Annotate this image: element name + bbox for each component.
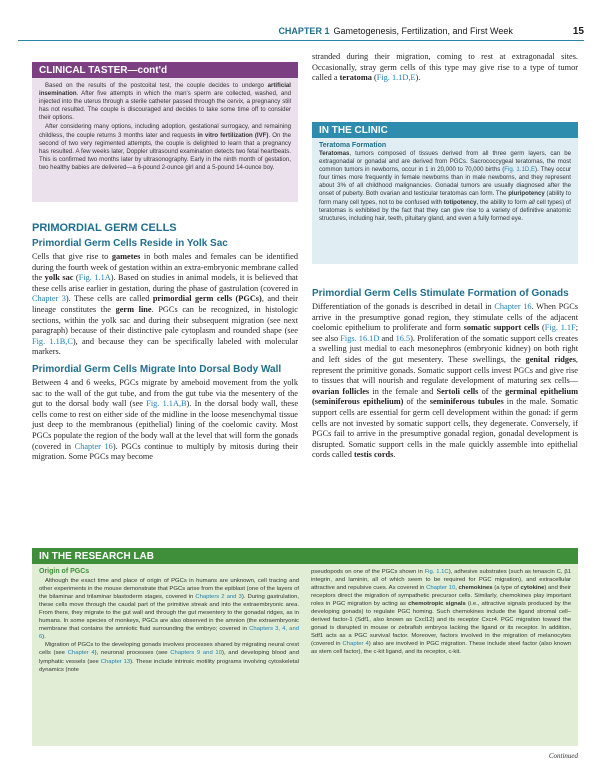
- taster-paragraph-2: After considering many options, including adoption, gestational surrogacy, and remaining childless, the couple returns 3 months later and requests in vitro fertilization (IVF). On the second of two very regimented attempts, the couple is delighted to learn that a pregnancy has resulted. A few weeks later, Doppler ultrasound examination detects two fetal heartbeats. This is confirmed two months later by ultrasonography. Early in the ninth month of gestation, two healthy babies are delivered—a 6-pound 2-ounce girl and a 5-pound 14-ounce boy.: [39, 123, 291, 171]
- subheading-gonads: Primordial Germ Cells Stimulate Formation of Gonads: [312, 288, 569, 299]
- chapter-link[interactable]: Chapter 4: [67, 650, 95, 657]
- chapter-link[interactable]: Chapters 2 and 3: [195, 594, 242, 601]
- fig-link[interactable]: Fig. 1.1D,E: [376, 73, 416, 83]
- fig-link[interactable]: Fig. 1.1A: [78, 273, 111, 283]
- chapter-link[interactable]: Chapter 13: [100, 658, 131, 665]
- paragraph-migrate: Between 4 and 6 weeks, PGCs migrate by ameboid movement from the yolk sac to the wall of the gut tube, and from the gut tube via the mesentery of the gut to the dorsal body wall (see Fig. 1.1A,B). In the dorsal body wall, these cells come to rest on either side of the midline in the loose mesenchymal tissue just deep to the membranous (epithelial) lining of the coelomic cavity. Most PGCs populate the region of the body wall at the level that will form the gonads (covered in Chapter 16). PGCs continue to multiply by mitosis during their migration. Some PGCs may become: [32, 377, 298, 462]
- research-lab-box: [32, 548, 578, 746]
- subheading-yolk-sac: Primordial Germ Cells Reside in Yolk Sac: [32, 238, 228, 249]
- research-lab-subtitle: Origin of PGCs: [39, 568, 90, 575]
- right-column-lower: [312, 274, 578, 461]
- header-rule: [18, 40, 584, 41]
- paragraph-gonads: Differentiation of the gonads is described in detail in Chapter 16. When PGCs arrive in the presumptive gonad region, they stimulate cells of the adjacent coelomic epithelium to proliferate and form somatic support cells (Fig. 1.1F; see also Figs. 16.1D and 16.5). Proliferation of the somatic support cells creates a swelling just medial to each mesonephros (embryonic kidney) on both right and left sides of the gut mesentery. These swellings, the genital ridges, represent the primitive gonads. Somatic support cells invest PGCs and give rise to tissues that will nourish and regulate development of maturing sex cells—ovarian follicles in the female and Sertoli cells of the germinal epithelium (seminiferous epithelium) of the seminiferous tubules in the male. Somatic support cells are essential for germ cell development within the gonad: if germ cells are not invested by somatic support cells, they degenerate. Conversely, if PGCs fail to arrive in the presumptive gonadal region, gonadal development is disrupted. Somatic support cells in the male quickly assemble into epithelial cords called testis cords.: [312, 302, 579, 460]
- right-column: [312, 52, 578, 84]
- clinical-taster-title: CLINICAL TASTER—cont'd: [32, 62, 298, 78]
- taster-paragraph-1: Based on the results of the postcoital test, the couple decides to undergo artificial insemination. After five attempts in which the man's sperm are collected, washed, and injected into the uterus through a sterile catheter passed through the cervix, a pregnancy still has not resulted. The couple is discouraged and decides to take some time off to consider their options.: [39, 82, 291, 122]
- chapter-link[interactable]: Chapter 3: [32, 294, 66, 304]
- continued-label: Continued: [548, 752, 578, 760]
- section-title: PRIMORDIAL GERM CELLS: [32, 222, 177, 234]
- research-lab-column-1: Origin of PGCs Although the exact time and place of origin of PGCs in humans are unknown, cell tracing and other experiments in the mouse demonstrate that PGCs arise from the epiblast (one of the layers of the bilaminar and trilaminar blastoderm stages, covered in Chapters 2 and 3). During gastrulation, these cells move through the caudal part of the primitive streak and into the extraembryonic area. From there, they migrate to the gut wall and through the gut mesentery to the gonadal ridges, as in humans. In some species of monkeys, PGCs are also observed in the amnion (the extraembryonic membrane that contains the amniotic fluid surrounding the embryo; covered in Chapters 3, 4, and 6). Migration of PGCs to the developing gonads involves processes shared by migrating neural crest cells (see Chapter 4), neuronal processes (see Chapters 9 and 10), and developing blood and lymphatic vessels (see Chapter 13). These include intrinsic motility programs involving cytoskeletal dynamics (note: [39, 568, 299, 673]
- fig-link[interactable]: Fig. 1.1C: [424, 569, 449, 575]
- subheading-migrate: Primordial Germ Cells Migrate Into Dorsal Body Wall: [32, 363, 282, 375]
- fig-link[interactable]: Figs. 16.1D: [340, 333, 380, 343]
- clinic-body: Teratomas, tumors composed of tissues derived from all three germ layers, can be extragonadal or gonadal and are derived from PGCs. Sacrococcygeal teratomas, the most common tumors in newborns, occur in 1 in 20,000 to 70,000 births (Fig. 1.1D,E). They occur four times more frequently in female newborns than in male newborns, and they represent about 3% of all childhood malignancies. Gonadal tumors are usually diagnosed after the onset of puberty. Both ovarian and testicular teratomas can form. The pluripotency (ability to form many cell types, not to be confused with totipotency, the ability to form all cell types) of teratomas is exhibited by the fact that they can give rise to a variety of definitive anatomic structures, including hair, teeth, pituitary gland, and even a fully formed eye.: [319, 150, 572, 222]
- in-the-clinic-box: [312, 122, 578, 264]
- fig-link[interactable]: Fig. 1.1F: [544, 323, 576, 333]
- fig-link[interactable]: Fig. 1.1B,C: [32, 336, 73, 346]
- clinical-taster-body: [32, 78, 298, 172]
- in-the-clinic-title: IN THE CLINIC: [312, 122, 578, 138]
- fig-link[interactable]: Fig. 1.1D,E: [504, 166, 536, 174]
- chapter-link[interactable]: Chapter 16: [494, 302, 532, 311]
- clinic-subtitle: Teratoma Formation: [319, 142, 387, 149]
- chapter-link[interactable]: Chapter 16: [74, 441, 113, 451]
- research-lab-column-2: pseudopods on one of the PGCs shown in Fig. 1.1C), adhesive substrates (such as tenascin C, β1 integrin, and laminin, all of which seem to be required for PGC migration), and extracellular attractive and repulsive cues. As covered in Chapter 10, chemokines (a type of cytokine) and their receptors direct the migration of sympathetic precursor cells. Similarly, chemokines play important roles in PGC migration by acting as chemotropic signals (i.e., attractive signals produced by the developing gonads) to regulate PGC homing. Such chemokines include the ligand stromal cell–derived factor-1 (Sdf1, also known as Cxcl12) and its receptor Cxcr4. PGC migration toward the gonad is disrupted in mouse or zebrafish embryos lacking the ligand or its receptor. In addition, Sdf1 acts as a PGC survival factor. Moreover, factors involved in the migration of melanocytes (covered in Chapter 4) also are involved in PGC migration. These include steel factor (also known as stem cell factor), the c-kit ligand, and its receptor, c-kit.: [311, 569, 571, 656]
- chapter-link[interactable]: Chapter 10: [426, 585, 456, 592]
- chapter-link[interactable]: Chapters 3, 4, and 6: [39, 626, 299, 641]
- research-lab-title: IN THE RESEARCH LAB: [32, 548, 578, 564]
- fig-link[interactable]: 16.5: [395, 333, 411, 343]
- fig-link[interactable]: Fig. 1.1A,B: [146, 399, 187, 409]
- paragraph-teratoma-intro: stranded during their migration, coming to rest at extragonadal sites. Occasionally, stray germ cells of this type may give rise to a type of tumor called a teratoma (Fig. 1.1D,E).: [312, 52, 578, 83]
- chapter-link[interactable]: Chapter 4: [342, 641, 369, 648]
- clinical-taster-box: [32, 62, 298, 202]
- left-column: [32, 222, 298, 463]
- chapter-label: CHAPTER 1: [278, 26, 330, 36]
- page-header: [18, 24, 584, 38]
- chapter-title: Gametogenesis, Fertilization, and First Week: [333, 26, 513, 36]
- page-number: 15: [572, 25, 584, 37]
- chapter-link[interactable]: Chapters 9 and 10: [170, 650, 222, 657]
- paragraph-yolk-sac: Cells that give rise to gametes in both males and females can be identified during the fourth week of gestation within an extra-embryonic membrane called the yolk sac (Fig. 1.1A). Based on studies in animal models, it is believed that these cells arise earlier in gestation, during the phase of gastrulation (covered in Chapter 3). These cells are called primordial germ cells (PGCs), and their lineage constitutes the germ line. PGCs can be recognized, in histologic sections, within the yolk sac and during their subsequent migration (see next paragraph) because of their distinctive pale cytoplasm and rounded shape (see Fig. 1.1B,C), and because they can be specifically labeled with molecular markers.: [32, 252, 298, 357]
